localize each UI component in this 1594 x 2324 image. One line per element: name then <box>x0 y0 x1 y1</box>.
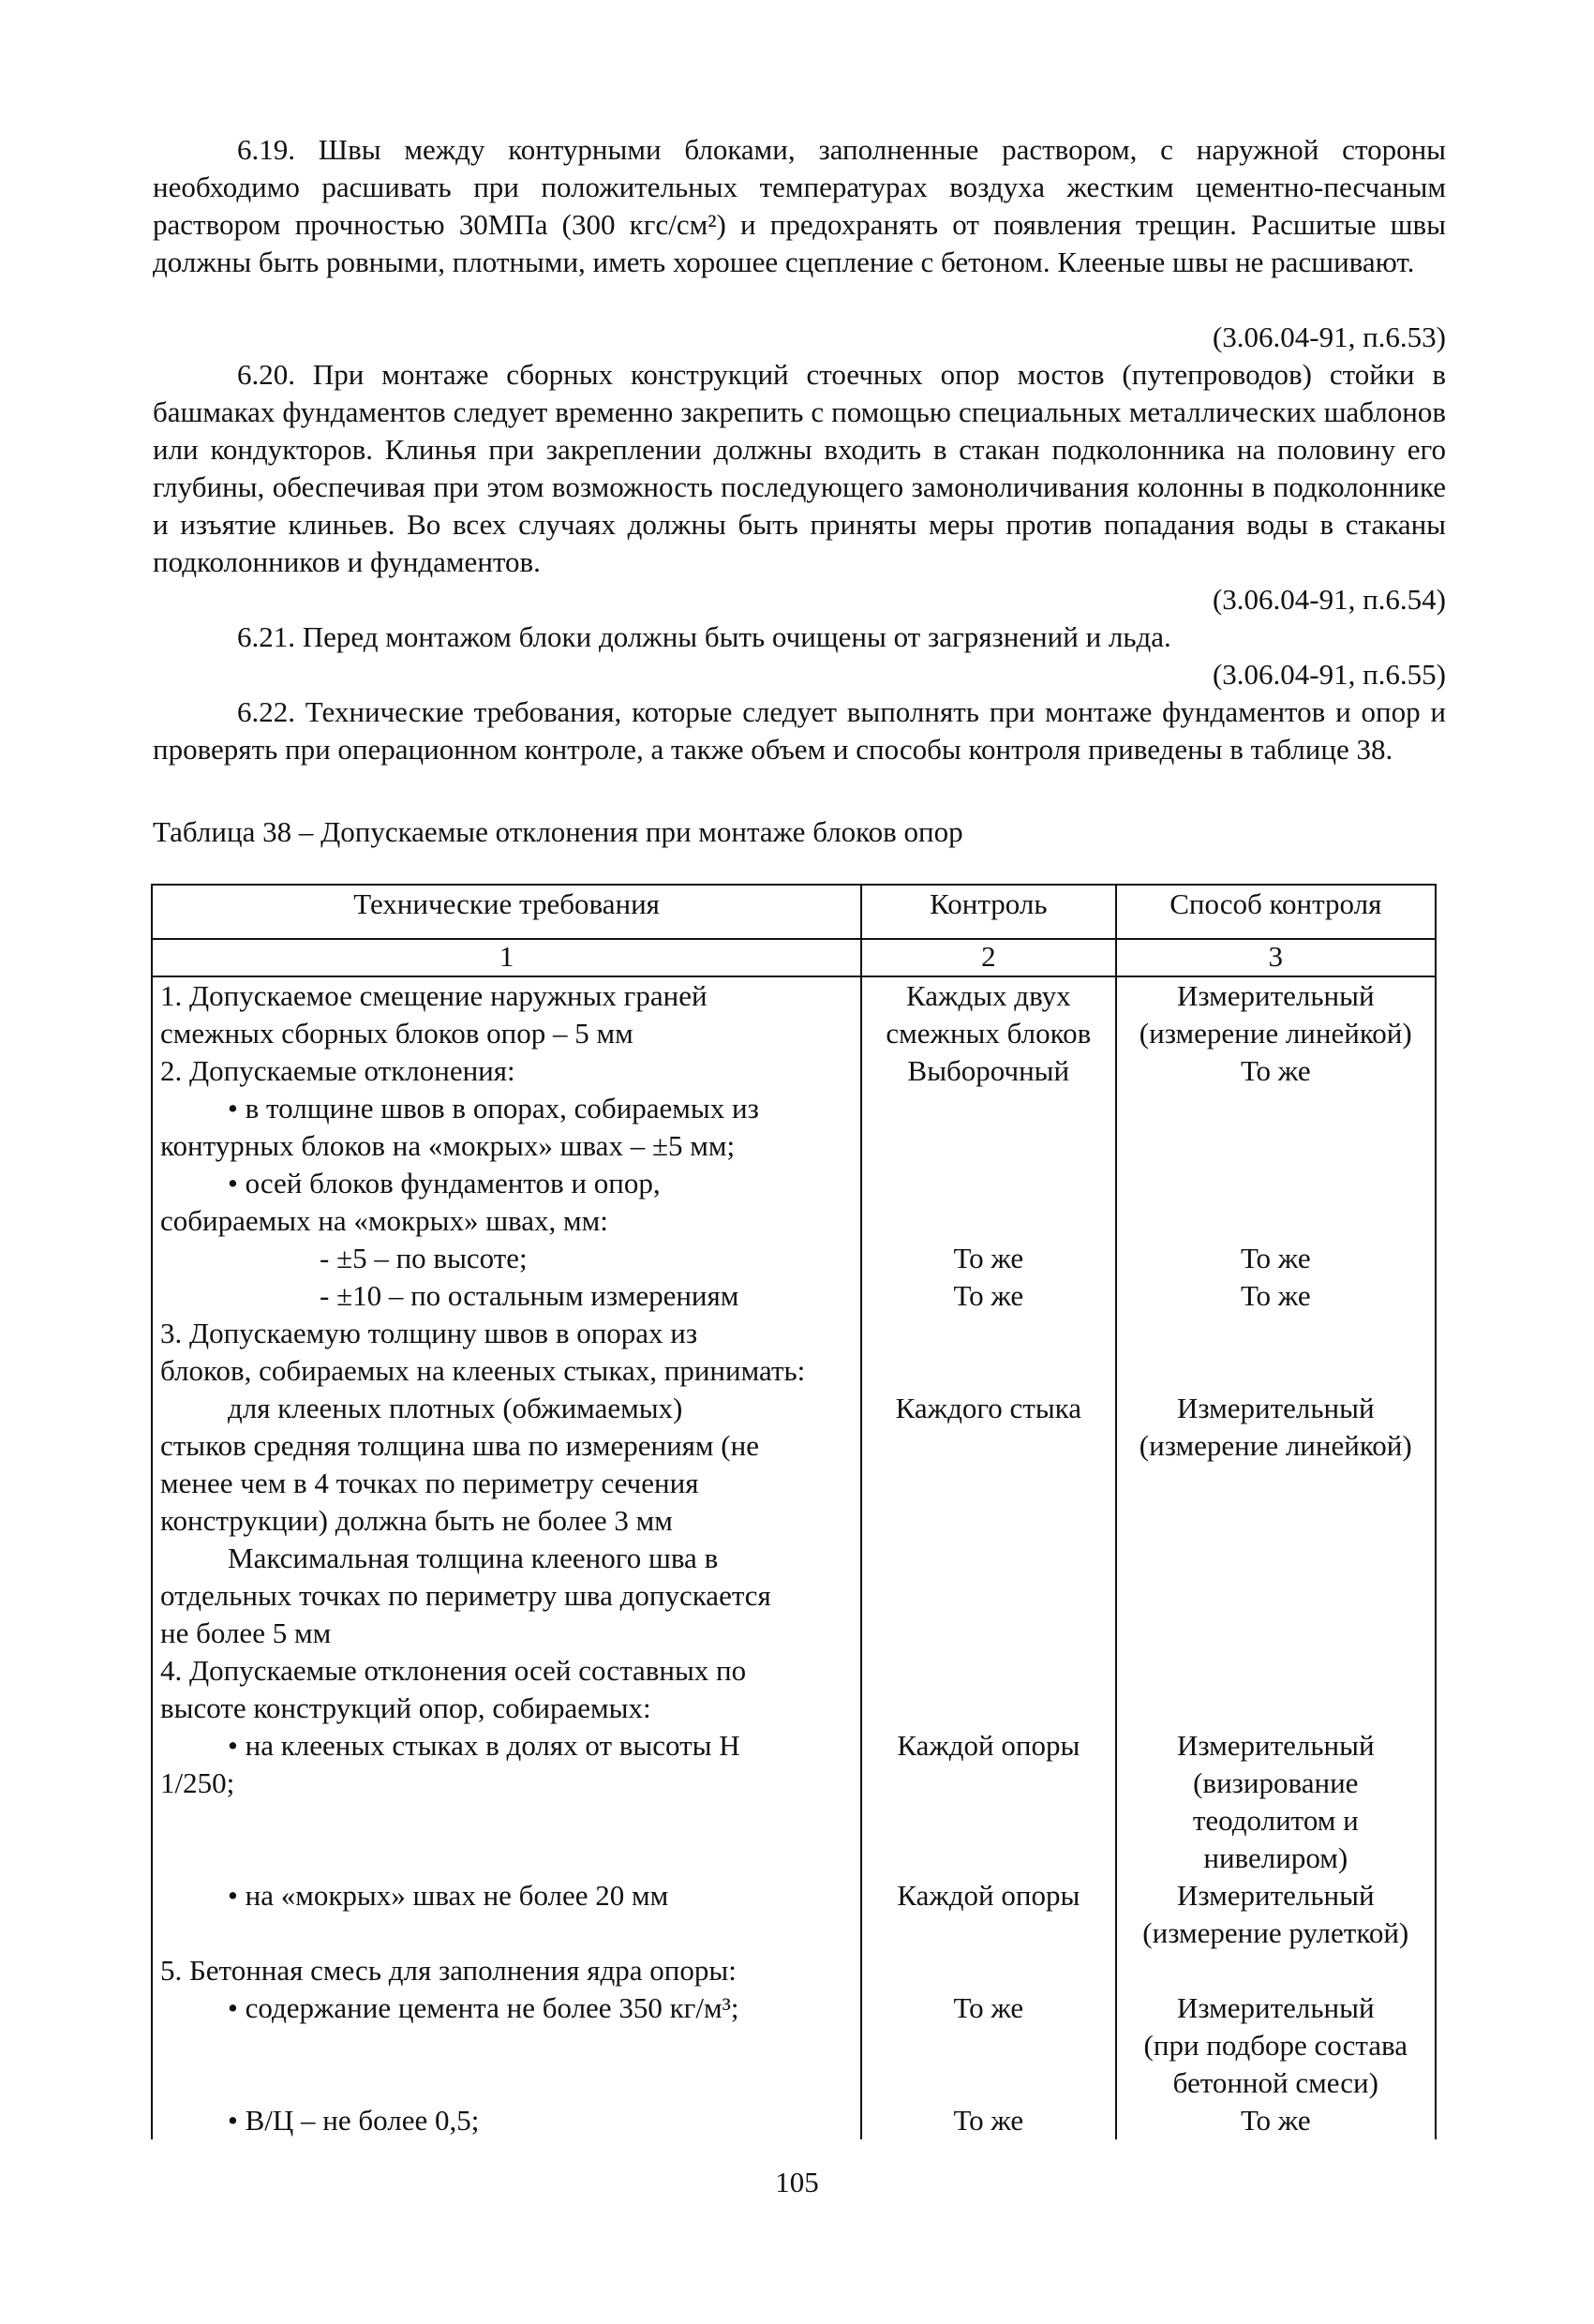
cell-line: Измерительный <box>1176 1729 1375 1762</box>
cell-line: То же <box>1240 2104 1311 2137</box>
header-control-method: Способ контроля <box>1116 885 1436 939</box>
cell-line: менее чем в 4 точках по периметру сечения <box>160 1467 699 1499</box>
deviations-table <box>151 884 1437 2139</box>
paragraph-6-21: 6.21. Перед монтажом блоки должны быть очищены от загрязнений и льда. <box>237 620 1171 653</box>
cell-line: То же <box>1240 1054 1311 1087</box>
requirement-cell <box>152 1315 861 1390</box>
method-cell <box>1116 1277 1436 1315</box>
cell-line: Измерительный <box>1176 979 1375 1012</box>
header-control: Контроль <box>861 885 1115 939</box>
cell-line: 3. Допускаемую толщину швов в опорах из <box>160 1317 698 1349</box>
requirement-cell <box>152 1277 861 1315</box>
cell-line: блоков, собираемых на клееных стыках, принимать: <box>160 1354 806 1387</box>
reference-6-21: (3.06.04-91, п.6.55) <box>1212 658 1446 691</box>
column-number-1: 1 <box>152 939 861 976</box>
column-number-2: 2 <box>861 939 1115 976</box>
table-caption: Таблица 38 – Допускаемые отклонения при монтаже блоков опор <box>153 815 963 848</box>
cell-line: не более 5 мм <box>160 1616 332 1649</box>
table-row <box>152 1727 1436 1877</box>
cell-line: (измерение линейкой) <box>1139 1017 1412 1050</box>
paragraph-6-22: 6.22. Технические требования, которые следует выполнять при монтаже фундаментов и опор и проверять при операционном контроле, а также объем и способы контроля приведены в таблице 38. <box>153 695 1446 766</box>
control-cell <box>861 1652 1115 1727</box>
column-number-3: 3 <box>1116 939 1436 976</box>
cell-line: Каждых двух <box>906 979 1071 1012</box>
cell-line: Выборочный <box>907 1054 1070 1087</box>
cell-line: 2. Допускаемые отклонения: <box>160 1054 515 1087</box>
cell-line: 5. Бетонная смесь для заполнения ядра опоры: <box>160 1954 737 1987</box>
cell-line: Каждой опоры <box>897 1729 1080 1762</box>
requirement-cell <box>152 1952 861 1989</box>
control-cell <box>861 1390 1115 1540</box>
requirement-cell <box>152 1877 861 1952</box>
control-cell <box>861 1540 1115 1652</box>
cell-line: То же <box>1240 1242 1311 1274</box>
cell-line: Каждого стыка <box>895 1392 1082 1424</box>
cell-line: То же <box>953 1242 1024 1274</box>
requirement-cell <box>152 1240 861 1277</box>
cell-line: 4. Допускаемые отклонения осей составных по <box>160 1654 747 1687</box>
cell-line: - ±5 – по высоте; <box>320 1242 528 1274</box>
requirement-cell <box>152 1052 861 1090</box>
cell-line: • в толщине швов в опорах, собираемых из <box>228 1092 759 1125</box>
cell-line: - ±10 – по остальным измерениям <box>320 1279 739 1312</box>
cell-line: теодолитом и <box>1192 1804 1359 1837</box>
cell-line: То же <box>953 1991 1024 2024</box>
paragraph-6-20: 6.20. При монтаже сборных конструкций стоечных опор мостов (путепроводов) стойки в башмаках фундаментов следует временно закрепить с помощью специальных металлических шаблонов или кондукторов. Клинья при закреплении должны входить в стакан подколонника на половину его глубины, обеспечивая при этом возможность последующего замоноличивания колонны в подколоннике и изъятие клиньев. Во всех случаях должны быть приняты меры против попадания воды в стаканы подколонников и фундаментов. <box>153 358 1446 578</box>
table-row <box>152 1989 1436 2102</box>
table-row <box>152 1652 1436 1727</box>
method-cell <box>1116 1315 1436 1390</box>
table-row <box>152 1240 1436 1277</box>
cell-line: Измерительный <box>1176 1991 1375 2024</box>
control-cell <box>861 2102 1115 2139</box>
control-cell <box>861 1090 1115 1165</box>
requirement-cell <box>152 2102 861 2139</box>
control-cell <box>861 1952 1115 1989</box>
cell-line: Каждой опоры <box>897 1879 1080 1912</box>
method-cell <box>1116 1727 1436 1877</box>
cell-line: То же <box>953 2104 1024 2137</box>
requirement-cell <box>152 1390 861 1540</box>
control-cell <box>861 1240 1115 1277</box>
method-cell <box>1116 1240 1436 1277</box>
cell-line: смежных блоков <box>886 1017 1092 1050</box>
cell-line: смежных сборных блоков опор – 5 мм <box>160 1017 633 1050</box>
cell-line: собираемых на «мокрых» швах, мм: <box>160 1204 608 1237</box>
cell-line: • на клееных стыках в долях от высоты Н <box>228 1729 740 1762</box>
control-cell <box>861 976 1115 1052</box>
requirement-cell <box>152 1652 861 1727</box>
table-row <box>152 2102 1436 2139</box>
control-cell <box>861 1989 1115 2102</box>
table-row <box>152 1277 1436 1315</box>
table-row <box>152 1952 1436 1989</box>
requirement-cell <box>152 1540 861 1652</box>
cell-line: отдельных точках по периметру шва допускается <box>160 1579 771 1612</box>
cell-line: нивелиром) <box>1203 1841 1348 1874</box>
table-row <box>152 1390 1436 1540</box>
control-cell <box>861 1877 1115 1952</box>
control-cell <box>861 1277 1115 1315</box>
method-cell <box>1116 1989 1436 2102</box>
cell-line: контурных блоков на «мокрых» швах – ±5 мм; <box>160 1129 736 1162</box>
cell-line: • на «мокрых» швах не более 20 мм <box>228 1879 669 1912</box>
requirement-cell <box>152 976 861 1052</box>
control-cell <box>861 1165 1115 1240</box>
table-row <box>152 1052 1436 1090</box>
table-row <box>152 1540 1436 1652</box>
paragraph-6-19: 6.19. Швы между контурными блоками, заполненные раствором, с наружной стороны необходимо расшивать при положительных температурах воздуха жестким цементно-песчаным раствором прочностью 30МПа (300 кгс/см²) и предохранять от появления трещин. Расшитые швы должны быть ровными, плотными, иметь хорошее сцепление с бетоном. Клееные швы не расшивают. <box>153 133 1446 278</box>
method-cell <box>1116 1952 1436 1989</box>
control-cell <box>861 1052 1115 1090</box>
method-cell <box>1116 976 1436 1052</box>
table-body <box>152 976 1436 2139</box>
cell-line: 1/250; <box>160 1766 235 1799</box>
control-cell <box>861 1727 1115 1877</box>
cell-line: • осей блоков фундаментов и опор, <box>228 1167 661 1199</box>
method-cell <box>1116 1052 1436 1090</box>
cell-line: высоте конструкций опор, собираемых: <box>160 1691 651 1724</box>
method-cell <box>1116 1540 1436 1652</box>
reference-6-20: (3.06.04-91, п.6.54) <box>1212 583 1446 616</box>
cell-line: конструкции) должна быть не более 3 мм <box>160 1504 673 1537</box>
page-number: 105 <box>775 2166 819 2198</box>
reference-6-19: (3.06.04-91, п.6.53) <box>1212 320 1446 353</box>
method-cell <box>1116 2102 1436 2139</box>
table-row <box>152 1090 1436 1165</box>
cell-line: Максимальная толщина клееного шва в <box>228 1542 719 1574</box>
table-row <box>152 1165 1436 1240</box>
method-cell <box>1116 1652 1436 1727</box>
cell-line: Измерительный <box>1176 1879 1375 1912</box>
method-cell <box>1116 1390 1436 1540</box>
cell-line: То же <box>953 1279 1024 1312</box>
requirement-cell <box>152 1090 861 1165</box>
cell-line: • содержание цемента не более 350 кг/м³; <box>228 1991 739 2024</box>
cell-line: для клееных плотных (обжимаемых) <box>228 1392 683 1424</box>
requirement-cell <box>152 1989 861 2102</box>
table-row <box>152 976 1436 1052</box>
method-cell <box>1116 1090 1436 1165</box>
cell-line: (измерение линейкой) <box>1139 1429 1412 1462</box>
cell-line: бетонной смеси) <box>1172 2066 1378 2099</box>
method-cell <box>1116 1165 1436 1240</box>
cell-line: (измерение рулеткой) <box>1142 1916 1409 1949</box>
table-row <box>152 1877 1436 1952</box>
cell-line: (при подборе состава <box>1143 2029 1408 2062</box>
header-technical-requirements: Технические требования <box>152 885 861 939</box>
cell-line: Измерительный <box>1176 1392 1375 1424</box>
cell-line: стыков средняя толщина шва по измерениям (не <box>160 1429 759 1462</box>
cell-line: 1. Допускаемое смещение наружных граней <box>160 979 708 1012</box>
method-cell <box>1116 1877 1436 1952</box>
cell-line: • В/Ц – не более 0,5; <box>228 2104 480 2137</box>
cell-line: То же <box>1240 1279 1311 1312</box>
table-row <box>152 1315 1436 1390</box>
cell-line: (визирование <box>1193 1766 1359 1799</box>
requirement-cell <box>152 1165 861 1240</box>
control-cell <box>861 1315 1115 1390</box>
requirement-cell <box>152 1727 861 1877</box>
